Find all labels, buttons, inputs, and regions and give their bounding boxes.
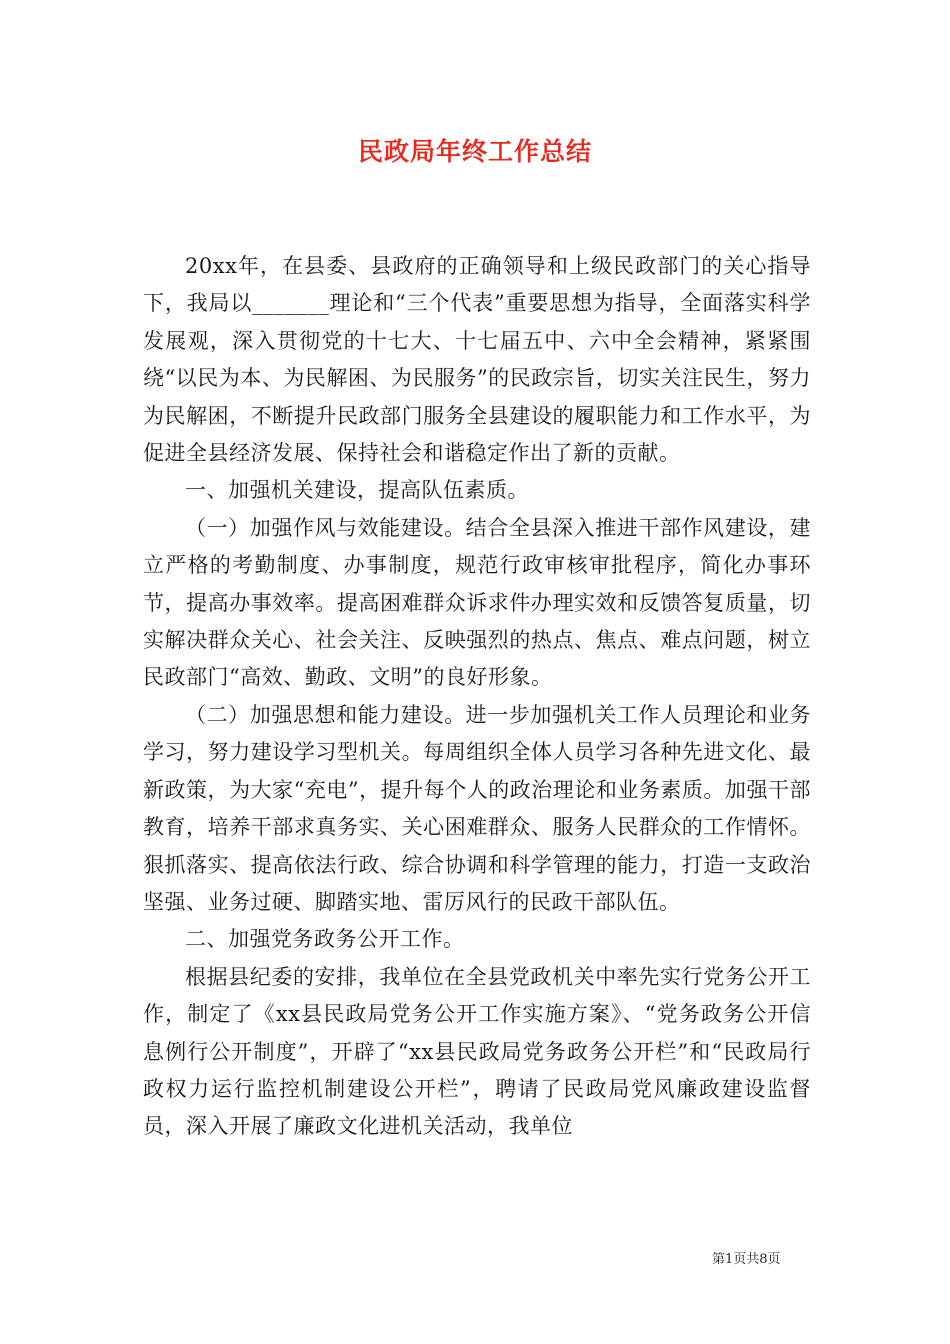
paragraph-subsection-1: （一）加强作风与效能建设。结合全县深入推进干部作风建设，建立严格的考勤制度、办事制度，规范行政审核审批程序，简化办事环节，提高办事效率。提高困难群众诉求件办理实效和反馈答复质量，切实解决群众关心、社会关注、反映强烈的热点、焦点、难点问题，树立民政部门“高效、勤政、文明”的良好形象。 (143, 515, 811, 690)
paragraph-section-2: 根据县纪委的安排，我单位在全县党政机关中率先实行党务公开工作，制定了《xx县民政局党务公开工作实施方案》、“党务政务公开信息例行公开制度”，开辟了“xx县民政局党务政务公开栏”和“民政局行政权力运行监控机制建设公开栏”，聘请了民政局党风廉政建设监督员，深入开展了廉政文化进机关活动，我单位 (143, 964, 811, 1139)
paragraph-intro: 20xx年，在县委、县政府的正确领导和上级民政部门的关心指导下，我局以_______理论和“三个代表”重要思想为指导，全面落实科学发展观，深入贯彻党的十七大、十七届五中、六中全会精神，紧紧围绕“以民为本、为民解困、为民服务”的民政宗旨，切实关注民生，努力为民解困，不断提升民政部门服务全县建设的履职能力和工作水平，为促进全县经济发展、保持社会和谐稳定作出了新的贡献。 (143, 254, 811, 466)
section-heading-1: 一、加强机关建设，提高队伍素质。 (185, 478, 529, 503)
section-heading-2: 二、加强党务政务公开工作。 (185, 927, 465, 952)
paragraph-subsection-2: （二）加强思想和能力建设。进一步加强机关工作人员理论和业务学习，努力建设学习型机关。每周组织全体人员学习各种先进文化、最新政策，为大家“充电”，提升每个人的政治理论和业务素质。加强干部教育，培养干部求真务实、关心困难群众、服务人民群众的工作情怀。狠抓落实、提高依法行政、综合协调和科学管理的能力，打造一支政治坚强、业务过硬、脚踏实地、雷厉风行的民政干部队伍。 (143, 702, 811, 914)
page-number-footer: 第1页共8页 (712, 1252, 781, 1267)
document-body (143, 248, 811, 1146)
document-title: 民政局年终工作总结 (357, 137, 592, 166)
